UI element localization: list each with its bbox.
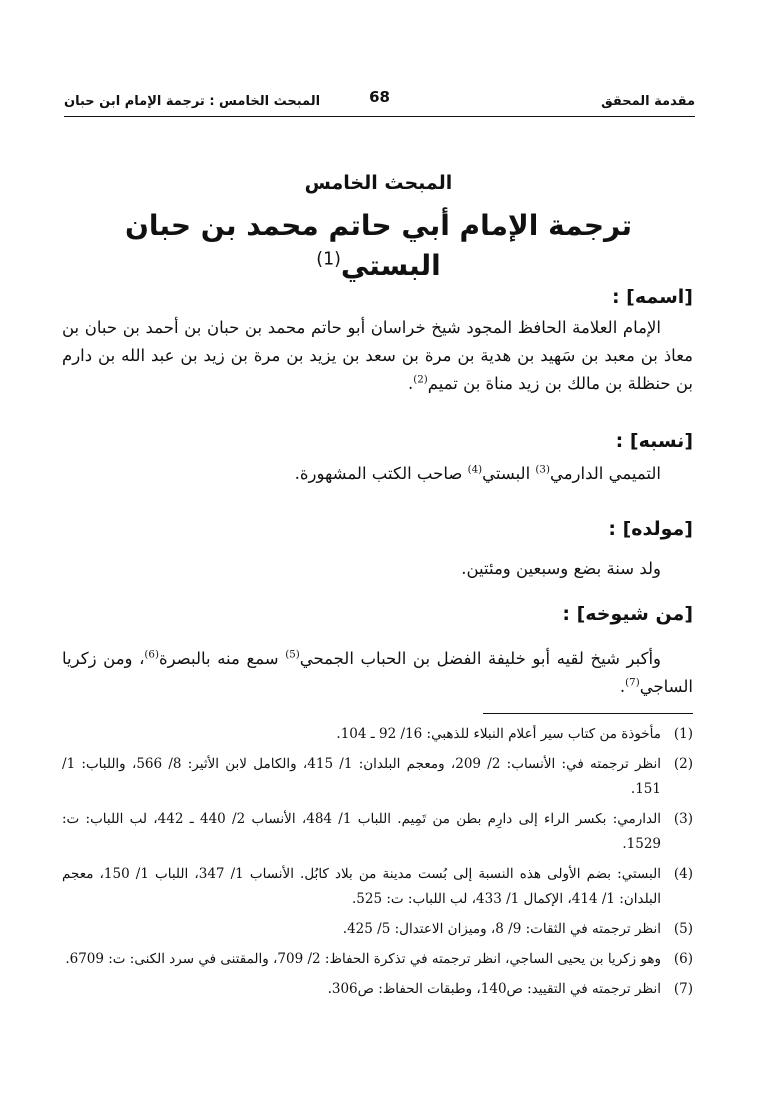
name-footnote-ref: (2)	[413, 374, 428, 386]
footnote-divider	[483, 713, 693, 714]
page-title	[60, 206, 697, 286]
teachers-text-3: ، ومن زكريا الساجي	[62, 649, 693, 696]
name-text: الإمام العلامة الحافظ المجود شيخ خراسان أبو حاتم محمد بن حبان بن أحمد بن حبان بن معاذ بن معبد بن سَهيد بن هدية بن مرة بن سعد بن يزيد بن مرة بن زيد بن عبد الله بن دارم بن حنظلة بن مالك بن زيد مناة بن تميم	[62, 318, 693, 393]
footnote-number: (7)	[673, 981, 693, 997]
lineage-paragraph	[62, 460, 693, 488]
lineage-heading: [نسبه] :	[615, 430, 693, 452]
lineage-footnote-ref-4: (4)	[467, 464, 483, 476]
footnote-text: انظر ترجمته في الثقات: 9/ 8، وميزان الاعتدال: 5/ 425.	[342, 921, 661, 937]
teachers-text-2: سمع منه بالبصرة	[158, 649, 286, 668]
birth-paragraph: ولد سنة بضع وسبعين ومئتين.	[461, 559, 661, 578]
teachers-text-1: وأكبر شيخ لقيه أبو خليفة الفضل بن الحباب الجمحي	[299, 649, 662, 668]
page-number: 68	[369, 88, 390, 106]
teachers-heading: [من شيوخه] :	[562, 603, 693, 625]
section-label: المبحث الخامس	[304, 172, 453, 194]
teachers-footnote-ref-6: (6)	[144, 649, 159, 661]
footnote-text: وهو زكريا بن يحيى الساجي، انظر ترجمته في تذكرة الحفاظ: 2/ 709، والمقتنى في سرد الكنى: ت: 6709.	[65, 951, 661, 967]
footnote-text: الدارمي: بكسر الراء إلى دارِم بطن من تَمِيم. اللباب 1/ 484، الأنساب 2/ 440 ـ 442، لب اللباب: ت: 1529.	[62, 811, 661, 852]
lineage-footnote-ref-3: (3)	[535, 464, 550, 476]
teachers-paragraph	[62, 645, 693, 701]
name-paragraph	[62, 314, 693, 398]
footnote-item	[62, 917, 693, 942]
footnote-item	[62, 807, 693, 857]
footnote-number: (3)	[673, 811, 693, 827]
title-footnote-ref: (1)	[316, 249, 341, 270]
title-text: ترجمة الإمام أبي حاتم محمد بن حبان البستي	[125, 209, 632, 282]
footnote-text: انظر ترجمته في التقييد: ص140، وطبقات الحفاظ: ص306.	[327, 981, 661, 997]
teachers-text-4: .	[619, 677, 626, 696]
footnote-item	[62, 752, 693, 802]
header-section-name: مقدمة المحقق	[601, 93, 695, 109]
lineage-text-2: البستي	[482, 464, 536, 483]
teachers-footnote-ref-5: (5)	[285, 649, 300, 661]
footnote-item	[62, 862, 693, 912]
footnote-text: انظر ترجمته في: الأنساب: 2/ 209، ومعجم البلدان: 1/ 415، والكامل لابن الأثير: 8/ 566، واللباب: 1/ 151.	[62, 756, 662, 797]
name-heading: [اسمه] :	[611, 286, 693, 308]
running-header	[64, 86, 695, 117]
footnote-item	[62, 947, 693, 972]
lineage-text-1: التميمي الدارمي	[549, 464, 661, 483]
footnote-number: (4)	[673, 866, 693, 882]
name-end: .	[408, 374, 414, 393]
birth-heading: [مولده] :	[608, 518, 693, 540]
lineage-text-3: صاحب الكتب المشهورة.	[294, 464, 468, 483]
footnote-number: (5)	[673, 921, 693, 937]
footnote-number: (6)	[673, 951, 693, 967]
teachers-footnote-ref-7: (7)	[625, 677, 640, 689]
header-chapter-title: المبحث الخامس : ترجمة الإمام ابن حبان	[64, 93, 321, 109]
footnote-number: (2)	[673, 756, 693, 772]
footnote-number: (1)	[673, 726, 693, 742]
footnote-text: مأخوذة من كتاب سير أعلام النبلاء للذهبي: 16/ 92 ـ 104.	[336, 726, 661, 742]
footnote-text: البستي: بضم الأولى هذه النسبة إلى بُست مدينة من بلاد كابُل. الأنساب 1/ 347، اللباب 1/ 150، معجم البلدان: 1/ 414، الإكمال 1/ 433، لب اللباب: ت: 525.	[62, 866, 661, 907]
footnote-item	[62, 722, 693, 747]
footnotes-list	[62, 722, 693, 1007]
footnote-item	[62, 977, 693, 1002]
